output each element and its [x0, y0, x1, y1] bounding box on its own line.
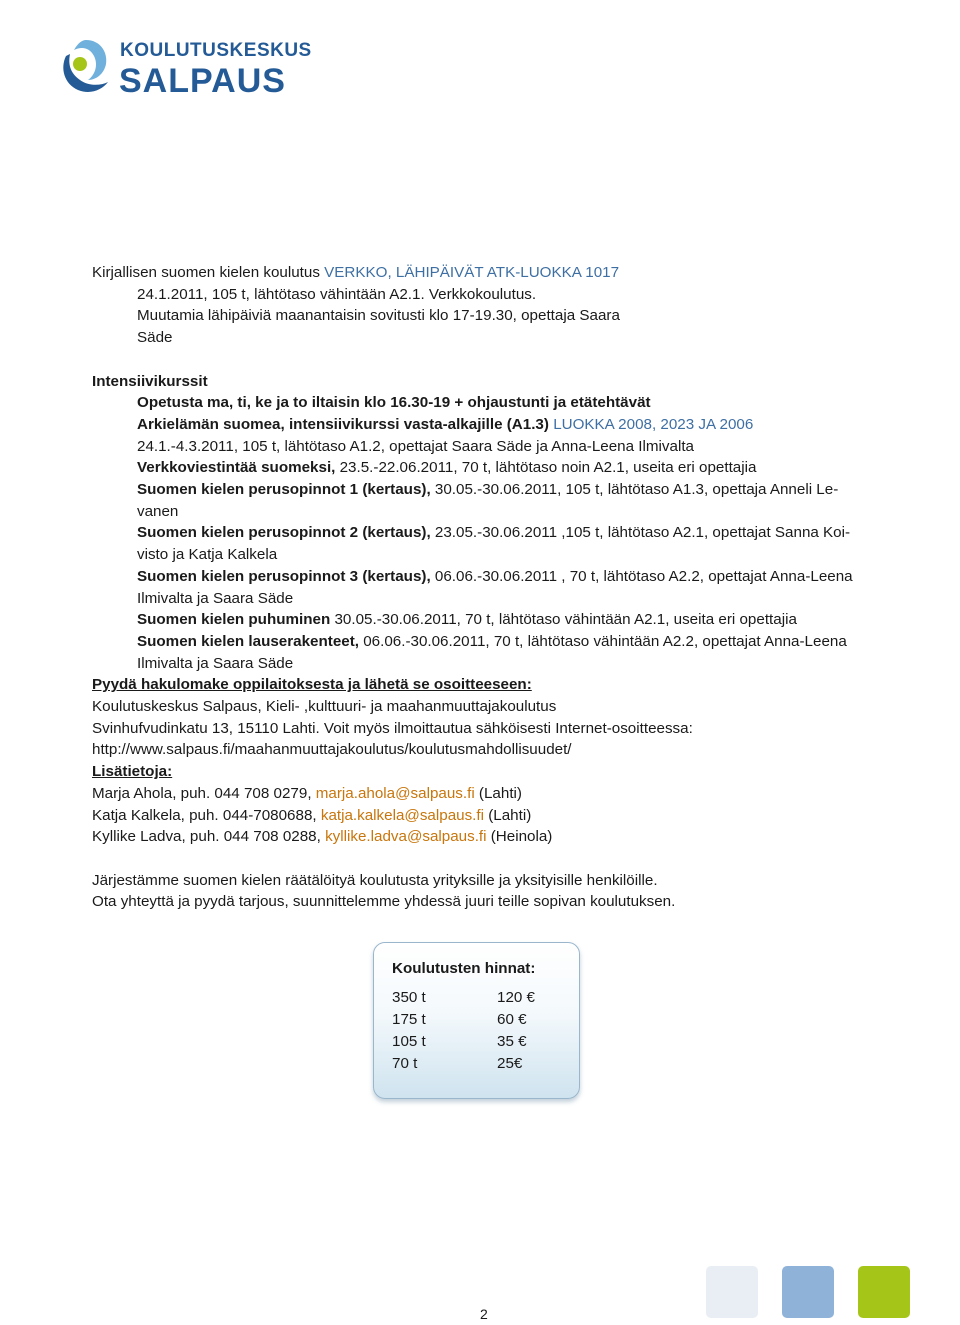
- salpaus-logo: [56, 34, 312, 104]
- contact-name: Marja Ahola, puh. 044 708 0279,: [92, 784, 316, 802]
- contact-row: [92, 783, 912, 805]
- course1-location: VERKKO, LÄHIPÄIVÄT ATK-LUOKKA 1017: [324, 264, 620, 281]
- contact-email-link[interactable]: katja.kalkela@salpaus.fi: [320, 806, 484, 824]
- course-name: Verkkoviestintää suomeksi,: [137, 459, 336, 477]
- course-item: [137, 609, 912, 631]
- price-row: [392, 1033, 527, 1050]
- price-title: Koulutusten hinnat:: [392, 960, 536, 977]
- course-item-cont: vanen: [137, 502, 179, 520]
- course-name: Suomen kielen perusopinnot 2 (kertaus),: [137, 524, 431, 542]
- contact-place: (Heinola): [486, 828, 553, 846]
- course1-schedule: Muutamia lähipäiviä maanantaisin sovitusti klo 17-19.30, opettaja Saara: [137, 307, 620, 325]
- decor-square-light: [706, 1266, 758, 1318]
- course-details: 06.06.-30.06.2011 , 70 t, lähtötaso A2.2, opettajat Anna-Leena: [430, 567, 853, 585]
- contact-row: [92, 826, 912, 848]
- course1-teacher: Säde: [137, 329, 173, 347]
- intensive-course-details: 24.1.-4.3.2011, 105 t, lähtötaso A1.2, opettajat Saara Säde ja Anna-Leena Ilmivalta: [137, 437, 694, 455]
- course1-dates: 24.1.2011, 105 t, lähtötaso vähintään A2.1. Verkkokoulutus.: [137, 285, 537, 303]
- contact-place: (Lahti): [484, 806, 532, 824]
- course-item: [137, 566, 912, 588]
- course-details: 23.05.-30.06.2011 ,105 t, lähtötaso A2.1, opettajat Sanna Koi-: [430, 524, 851, 542]
- closing-line2: Ota yhteyttä ja pyydä tarjous, suunnittelemme yhdessä juuri teille sopivan koulutuksen.: [92, 893, 676, 911]
- price-hours: 70 t: [392, 1055, 418, 1072]
- decor-square-blue: [782, 1266, 834, 1318]
- contact-row: [92, 805, 912, 827]
- page-number: 2: [480, 1306, 488, 1322]
- price-box: [373, 942, 580, 1099]
- course-details: 06.06.-30.06.2011, 70 t, lähtötaso vähintään A2.2, opettajat Anna-Leena: [359, 632, 847, 650]
- course1-title: [92, 262, 912, 284]
- price-amount: 120 €: [497, 989, 536, 1006]
- course-item: [137, 631, 912, 653]
- apply-url-link[interactable]: http://www.salpaus.fi/maahanmuuttajakoulutus/koulutusmahdollisuudet/: [92, 741, 572, 759]
- info-heading: Lisätietoja:: [92, 763, 173, 781]
- logo-text-line2: SALPAUS: [119, 62, 286, 100]
- intensive-course-title: [92, 414, 912, 436]
- apply-heading: Pyydä hakulomake oppilaitoksesta ja lähetä se osoitteeseen:: [92, 676, 532, 694]
- course-item-cont: Ilmivalta ja Saara Säde: [137, 654, 294, 672]
- intensive-schedule: Opetusta ma, ti, ke ja to iltaisin klo 16.30-19 + ohjaustunti ja etätehtävät: [137, 394, 651, 412]
- apply-address-line2: Svinhufvudinkatu 13, 15110 Lahti. Voit myös ilmoittautua sähköisesti Internet-osoitteessa:: [92, 719, 693, 737]
- course-item: [137, 457, 912, 479]
- price-amount: 25€: [497, 1055, 523, 1072]
- contact-place: (Lahti): [474, 784, 522, 802]
- course-item-cont: visto ja Katja Kalkela: [137, 546, 278, 564]
- salpaus-logo-mark: [56, 34, 112, 96]
- decor-square-green: [858, 1266, 910, 1318]
- course-details: 30.05.-30.06.2011, 105 t, lähtötaso A1.3, opettaja Anneli Le-: [430, 481, 839, 499]
- course-name: Suomen kielen perusopinnot 3 (kertaus),: [137, 567, 431, 585]
- intensive-heading: Intensiivikurssit: [92, 372, 208, 390]
- logo-text-line1: KOULUTUSKESKUS: [120, 40, 312, 61]
- contact-email-link[interactable]: kyllike.ladva@salpaus.fi: [325, 828, 487, 846]
- document-body: [92, 262, 912, 913]
- course-name: Suomen kielen puhuminen: [137, 611, 331, 629]
- price-amount: 60 €: [497, 1011, 527, 1028]
- price-hours: 175 t: [392, 1011, 426, 1028]
- course-item: [137, 479, 912, 501]
- course-item-cont: Ilmivalta ja Saara Säde: [137, 589, 294, 607]
- price-hours: 105 t: [392, 1033, 426, 1050]
- course-name: Suomen kielen perusopinnot 1 (kertaus),: [137, 481, 431, 499]
- closing-line1: Järjestämme suomen kielen räätälöityä koulutusta yrityksille ja yksityisille henkilöille.: [92, 871, 658, 889]
- intensive-course-room: LUOKKA 2008, 2023 JA 2006: [553, 415, 754, 433]
- price-amount: 35 €: [497, 1033, 527, 1050]
- apply-address-line1: Koulutuskeskus Salpaus, Kieli- ,kulttuuri- ja maahanmuuttajakoulutus: [92, 698, 557, 716]
- price-row: [392, 989, 535, 1006]
- price-hours: 350 t: [392, 989, 426, 1006]
- course1-title-text: Kirjallisen suomen kielen koulutus: [92, 264, 320, 281]
- course-item: [137, 522, 912, 544]
- course-name: Suomen kielen lauserakenteet,: [137, 632, 359, 650]
- course-details: 23.5.-22.06.2011, 70 t, lähtötaso noin A2.1, useita eri opettajia: [335, 459, 757, 477]
- contact-name: Katja Kalkela, puh. 044-7080688,: [92, 806, 321, 824]
- price-row: [392, 1055, 522, 1072]
- intensive-course-name: Arkielämän suomea, intensiivikurssi vasta-alkajille (A1.3): [137, 415, 549, 433]
- course-details: 30.05.-30.06.2011, 70 t, lähtötaso vähintään A2.1, useita eri opettajia: [330, 611, 797, 629]
- course-list: [92, 457, 912, 674]
- price-row: [392, 1011, 527, 1028]
- contact-email-link[interactable]: marja.ahola@salpaus.fi: [315, 784, 475, 802]
- contact-name: Kyllike Ladva, puh. 044 708 0288,: [92, 828, 326, 846]
